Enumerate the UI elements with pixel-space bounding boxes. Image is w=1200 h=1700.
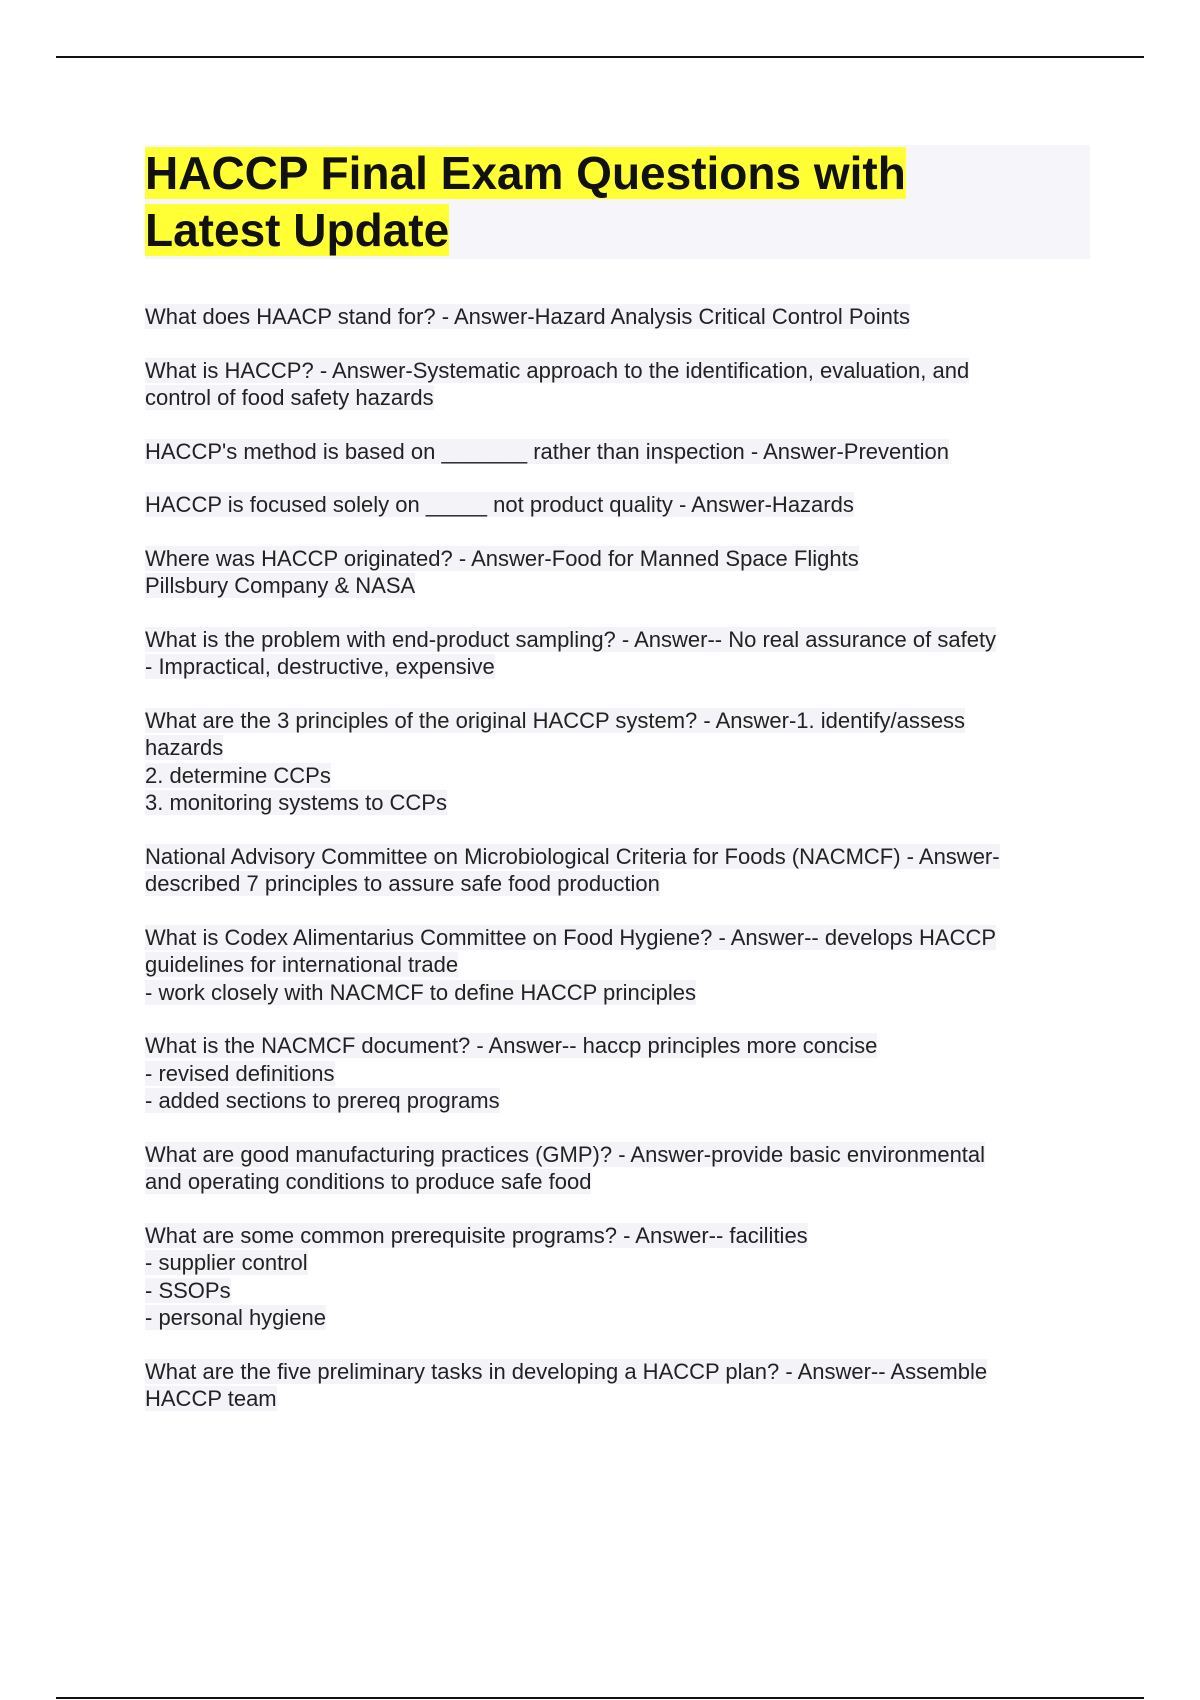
qa-line [145,951,1090,979]
qa-item [145,843,1090,898]
qa-line-text: HACCP's method is based on _______ rather than inspection - Answer-Prevention [145,438,949,464]
qa-line [145,653,1090,681]
qa-line [145,438,1090,466]
qa-line-text: - supplier control [145,1250,308,1275]
qa-line-text: What is HACCP? - Answer-Systematic approach to the identification, evaluation, and [145,357,970,383]
qa-line [145,1032,1090,1060]
qa-line-text: described 7 principles to assure safe food production [145,871,660,896]
qa-line-text: - added sections to prereq programs [145,1088,500,1113]
qa-list [145,303,1090,1413]
qa-item [145,1358,1090,1413]
qa-line-text: What is the NACMCF document? - Answer-- haccp principles more concise [145,1033,878,1058]
qa-item [145,1032,1090,1115]
qa-item [145,1141,1090,1196]
qa-item [145,924,1090,1007]
qa-line [145,843,1090,871]
qa-item [145,626,1090,681]
qa-item [145,707,1090,817]
document-title [145,145,1090,259]
qa-line-text: guidelines for international trade [145,952,459,977]
qa-line [145,626,1090,654]
qa-line [145,762,1090,790]
qa-item [145,545,1090,600]
qa-item [145,303,1090,331]
qa-line [145,1358,1090,1386]
qa-line [145,1277,1090,1305]
qa-line-text: - SSOPs [145,1277,231,1303]
bottom-rule [56,1697,1144,1699]
qa-line-text: What are the 3 principles of the original HACCP system? - Answer-1. identify/assess [145,707,966,733]
qa-line [145,572,1090,600]
qa-line-text: What are the five preliminary tasks in developing a HACCP plan? - Answer-- Assemble [145,1358,988,1384]
qa-line-text: 3. monitoring systems to CCPs [145,790,447,815]
qa-line-text: - work closely with NACMCF to define HACCP principles [145,979,696,1005]
qa-line-text: What is Codex Alimentarius Committee on Food Hygiene? - Answer-- develops HACCP [145,924,997,950]
qa-line [145,1249,1090,1277]
qa-line-text: HACCP team [145,1386,277,1411]
qa-line [145,707,1090,735]
title-line-1: HACCP Final Exam Questions with [145,147,906,199]
qa-line [145,1304,1090,1332]
title-block [145,145,1090,259]
qa-item [145,491,1090,519]
qa-line-text: What are some common prerequisite programs? - Answer-- facilities [145,1222,808,1248]
qa-item [145,438,1090,466]
title-line-2: Latest Update [145,204,450,256]
qa-item [145,1222,1090,1332]
qa-line [145,491,1090,519]
qa-line-text: What is the problem with end-product sampling? - Answer-- No real assurance of safety [145,626,997,652]
qa-line [145,789,1090,817]
qa-line-text: National Advisory Committee on Microbiological Criteria for Foods (NACMCF) - Answer- [145,843,1000,869]
qa-line-text: What are good manufacturing practices (GMP)? - Answer-provide basic environmental [145,1141,986,1167]
qa-line-text: Pillsbury Company & NASA [145,573,416,598]
qa-line-text: 2. determine CCPs [145,762,331,788]
qa-line-text: Where was HACCP originated? - Answer-Food for Manned Space Flights [145,545,859,571]
qa-line-text: - revised definitions [145,1060,335,1086]
qa-line [145,357,1090,385]
qa-item [145,357,1090,412]
qa-line-text: - Impractical, destructive, expensive [145,654,495,679]
qa-line [145,1087,1090,1115]
qa-line [145,1222,1090,1250]
qa-line [145,734,1090,762]
qa-line-text: What does HAACP stand for? - Answer-Hazard Analysis Critical Control Points [145,304,911,329]
qa-line-text: HACCP is focused solely on _____ not product quality - Answer-Hazards [145,492,854,517]
qa-line-text: - personal hygiene [145,1305,327,1330]
document-body [145,145,1090,1439]
qa-line [145,303,1090,331]
qa-line [145,384,1090,412]
qa-line-text: hazards [145,735,224,760]
qa-line [145,979,1090,1007]
qa-line [145,1385,1090,1413]
qa-line-text: control of food safety hazards [145,385,434,410]
qa-line-text: and operating conditions to produce safe food [145,1169,592,1194]
qa-line [145,870,1090,898]
qa-line [145,545,1090,573]
top-rule [56,56,1144,58]
qa-line [145,1060,1090,1088]
qa-line [145,1168,1090,1196]
qa-line [145,924,1090,952]
qa-line [145,1141,1090,1169]
